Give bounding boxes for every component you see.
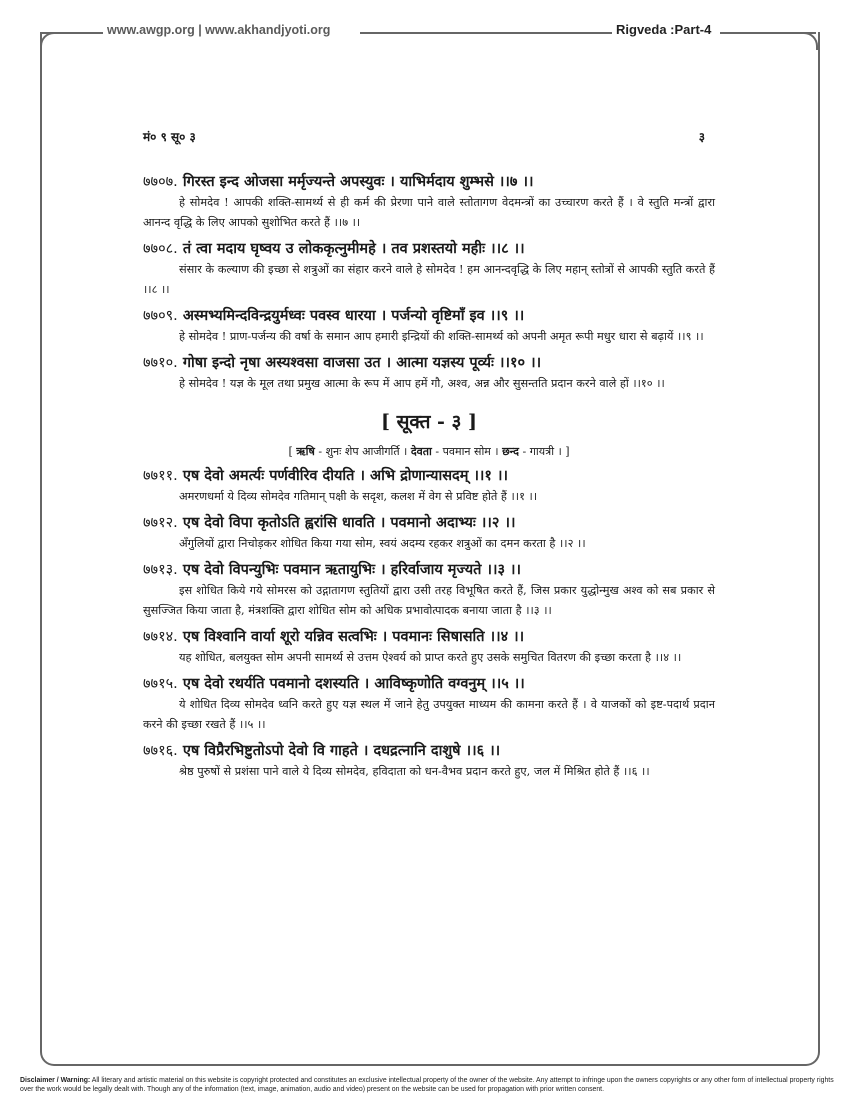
devata-label: देवता	[410, 445, 432, 458]
sukta-attribution: [ ऋषि - शुनः शेप आजीगर्ति । देवता - पवमान सोम । छन्द - गायत्री । ]	[288, 445, 570, 458]
verse-mantra	[143, 740, 715, 762]
disclaimer-text: All literary and artistic material on this website is copyright protected and constitutes an exclusive intellectual property of the owner of the website. Any attempt to infringe upon the owners copyrights or any other form of intellectual property rights over the work would be legally dealt with. Though any of the information (text, image, animation, audio and video) present on the website can be used for propagation with prior written consent.	[20, 1077, 834, 1093]
verse-hindi-translation: अमरणधर्मा ये दिव्य सोमदेव गतिमान् पक्षी के सदृश, कलश में वेग से प्रविष्ट होते हैं ।।१ ।।	[179, 490, 538, 503]
verse-sanskrit-text: एष विश्वानि वार्या शूरो यन्निव सत्वभिः । पवमानः सिषासति ।।४ ।।	[182, 629, 525, 645]
chhanda-label: छन्द	[502, 445, 520, 458]
verse-number: ७७०८.	[143, 241, 178, 257]
verse-number: ७७१२.	[143, 515, 178, 531]
verse-list-previous-sukta	[143, 171, 715, 394]
rishi-value: शुनः शेप आजीगर्ति	[325, 445, 400, 458]
verse-hindi-translation: हे सोमदेव ! प्राण-पर्जन्य की वर्षा के समान आप हमारी इन्द्रियों की शक्ति-सामर्थ्य को अपनी अमृत रूपी मधुर धारा से बढ़ायें ।।९ ।।	[179, 330, 704, 343]
verse-sanskrit-text: गिरस्त इन्द ओजसा मर्मृज्यन्ते अपस्युवः । याभिर्मदाय शुम्भसे ।।७ ।।	[182, 174, 534, 190]
verse-list-sukta-3	[143, 465, 715, 782]
verse-sanskrit-text: एष देवो अमर्त्यः पर्णवीरिव दीयति । अभि द्रोणान्यासदम् ।।१ ।।	[182, 468, 509, 484]
devata-value: पवमान सोम	[442, 445, 491, 458]
mandala-sukta-ref: मं० ९ सू० ३	[143, 130, 196, 144]
verse-number: ७७१३.	[143, 562, 178, 578]
verse-hindi-translation: संसार के कल्याण की इच्छा से शत्रुओं का संहार करने वाले हे सोमदेव ! हम आनन्दवृद्धि के लिए महान् स्तोत्रों से आपकी स्तुति करते हैं ।।८ ।।	[143, 263, 715, 296]
verse	[143, 559, 715, 621]
running-head	[143, 128, 715, 145]
verse	[143, 740, 715, 782]
verse	[143, 352, 715, 394]
disclaimer-label: Disclaimer / Warning:	[20, 1077, 91, 1084]
verse-mantra	[143, 305, 715, 327]
verse-hindi-translation: श्रेष्ठ पुरुषों से प्रशंसा पाने वाले ये दिव्य सोमदेव, हविदाता को धन-वैभव प्रदान करते हुए, जल में मिश्रित होते हैं ।।६ ।।	[179, 765, 650, 778]
verse-mantra	[143, 512, 715, 534]
verse-hindi-translation: इस शोधित किये गये सोमरस को उद्गातागण स्तुतियों द्वारा उसी तरह विभूषित करते हैं, जिस प्रकार युद्धोन्मुख अश्व को सब प्रकार से सुसज्जित किया जाता है, मंत्रशक्ति द्वारा शोधित सोम को अधिक प्रभावोत्पादक बनाया जाता है ।।३ ।।	[143, 584, 715, 617]
verse-mantra	[143, 673, 715, 695]
verse-mantra	[143, 626, 715, 648]
verse-number: ७७१०.	[143, 355, 178, 371]
verse-number: ७७०९.	[143, 308, 178, 324]
sukta-heading: [ सूक्त - ३ ]	[380, 411, 478, 433]
rishi-label: ऋषि	[296, 445, 315, 458]
verse	[143, 512, 715, 554]
verse-hindi-translation: यह शोधित, बलयुक्त सोम अपनी सामर्थ्य से उत्तम ऐश्वर्य को प्राप्त करते हुए उसके समुचित वितरण की इच्छा करता है ।।४ ।।	[179, 651, 682, 664]
verse-sanskrit-text: एष देवो विपन्युभिः पवमान ऋतायुभिः । हरिर्वाजाय मृज्यते ।।३ ।।	[182, 562, 522, 578]
verse	[143, 673, 715, 735]
verse-mantra	[143, 559, 715, 581]
verse-number: ७७०७.	[143, 174, 178, 190]
verse-sanskrit-text: अस्मभ्यमिन्दविन्द्रयुर्मध्वः पवस्व धारया । पर्जन्यो वृष्टिमाँ इव ।।९ ।।	[182, 308, 525, 324]
site-url[interactable]: www.awgp.org | www.akhandjyoti.org	[103, 23, 334, 37]
verse	[143, 305, 715, 347]
verse-mantra	[143, 352, 715, 374]
verse-number: ७७११.	[143, 468, 178, 484]
verse-sanskrit-text: तं त्वा मदाय घृष्वय उ लोककृत्नुमीमहे । तव प्रशस्तयो महीः ।।८ ।।	[182, 241, 525, 257]
page-content	[143, 128, 715, 787]
verse	[143, 626, 715, 668]
page-number: ३	[698, 130, 705, 144]
verse-hindi-translation: हे सोमदेव ! आपकी शक्ति-सामर्थ्य से ही कर्म की प्रेरणा पाने वाले स्तोतागण वेदमन्त्रों का उच्चारण करते हैं । वे स्तुति मन्त्रों द्वारा आनन्द वृद्धि के लिए आपको सुशोभित करते हैं ।।७ ।।	[143, 196, 715, 229]
book-part-label: Rigveda :Part-4	[612, 22, 715, 37]
verse-mantra	[143, 465, 715, 487]
verse-number: ७७१५.	[143, 676, 178, 692]
verse-number: ७७१६.	[143, 743, 178, 759]
chhanda-value: गायत्री	[529, 445, 555, 458]
verse-hindi-translation: ये शोधित दिव्य सोमदेव ध्वनि करते हुए यज्ञ स्थल में जाने हेतु उपयुक्त माध्यम की कामना करते हैं । वे याजकों को इष्ट-पदार्थ प्रदान करने की इच्छा रखते हैं ।।५ ।।	[143, 698, 715, 731]
verse-sanskrit-text: गोषा इन्दो नृषा अस्यश्वसा वाजसा उत । आत्मा यज्ञस्य पूर्व्यः ।।१० ।।	[182, 355, 542, 371]
verse-sanskrit-text: एष देवो विपा कृतोऽति ह्वरांसि धावति । पवमानो अदाभ्यः ।।२ ।।	[182, 515, 516, 531]
disclaimer-footer	[20, 1076, 838, 1094]
verse-number: ७७१४.	[143, 629, 178, 645]
verse	[143, 171, 715, 233]
verse-mantra	[143, 238, 715, 260]
verse-mantra	[143, 171, 715, 193]
verse-sanskrit-text: एष देवो रथर्यति पवमानो दशस्यति । आविष्कृणोति वग्वनुम् ।।५ ।।	[182, 676, 525, 692]
verse	[143, 465, 715, 507]
verse-hindi-translation: अँगुलियों द्वारा निचोड़कर शोधित किया गया सोम, स्वयं अदम्य रहकर शत्रुओं का दमन करता है ।।२ ।।	[179, 537, 586, 550]
verse-hindi-translation: हे सोमदेव ! यज्ञ के मूल तथा प्रमुख आत्मा के रूप में आप हमें गौ, अश्व, अन्न और सुसन्तति प्रदान करने वाले हों ।।१० ।।	[179, 377, 665, 390]
verse	[143, 238, 715, 300]
verse-sanskrit-text: एष विप्रैरभिष्टुतोऽपो देवो वि गाहते । दधद्रत्नानि दाशुषे ।।६ ।।	[182, 743, 501, 759]
